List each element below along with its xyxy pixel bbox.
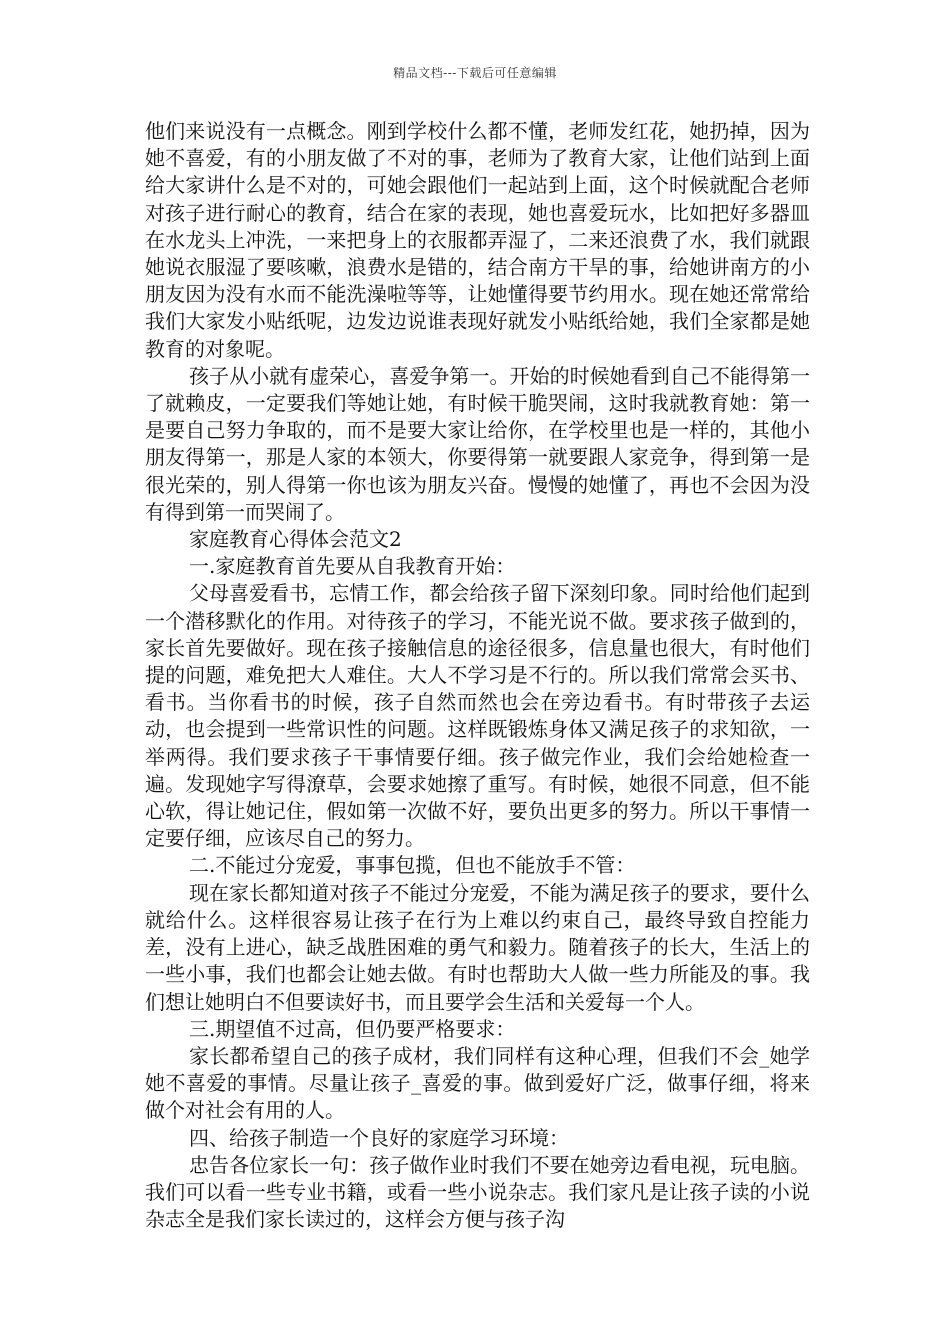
paragraph-3: 家长都希望自己的孩子成材，我们同样有这种心理，但我们不会_她学她不喜爱的事情。尽量让孩子_喜爱的事。做到爱好广泛，做事仔细，将来做个对社会有用的人。	[145, 1043, 810, 1123]
paragraph-vanity: 孩子从小就有虚荣心，喜爱争第一。开始的时候她看到自己不能得第一了就赖皮，一定要我们等她让她，有时候干脆哭闹，这时我就教育她：第一是要自己努力争取的，而不是要大家让给你，在学校里也是一样的，其他小朋友得第一，那是人家的本领大，你要得第一就要跟人家竞争，得到第一是很光荣的，别人得第一你也该为朋友兴奋。慢慢的她懂了，再也不会因为没有得到第一而哭闹了。	[145, 363, 810, 524]
heading-1: 一.家庭教育首先要从自我教育开始：	[189, 554, 516, 579]
document-body	[145, 118, 810, 1233]
paragraph-4: 忠告各位家长一句：孩子做作业时我们不要在她旁边看电视，玩电脑。我们可以看一些专业书籍，或看一些小说杂志。我们家凡是让孩子读的小说杂志全是我们家长读过的，这样会方便与孩子沟	[145, 1152, 810, 1232]
heading-4: 四、给孩子制造一个良好的家庭学习环境：	[189, 1125, 569, 1150]
paragraph-2: 现在家长都知道对孩子不能过分宠爱，不能为满足孩子的要求，要什么就给什么。这样很容易让孩子在行为上难以约束自己，最终导致自控能力差，没有上进心，缺乏战胜困难的勇气和毅力。随着孩子的长大，生活上的一些小事，我们也都会让她去做。有时也帮助大人做一些力所能及的事。我们想让她明白不但要读好书，而且要学会生活和关爱每一个人。	[145, 880, 810, 1014]
heading-2: 二.不能过分宠爱，事事包揽，但也不能放手不管：	[189, 853, 636, 878]
page-header: 精品文档---下载后可任意编辑	[393, 66, 557, 80]
paragraph-1: 父母喜爱看书，忘情工作，都会给孩子留下深刻印象。同时给他们起到一个潜移默化的作用。对待孩子的学习，不能光说不做。要求孩子做到的，家长首先要做好。现在孩子接触信息的途径很多，信息量也很大，有时他们提的问题，难免把大人难住。大人不学习是不行的。所以我们常常会买书、看书。当你看书的时候，孩子自然而然也会在旁边看书。有时带孩子去运动，也会提到一些常识性的问题。这样既锻炼身体又满足孩子的求知欲，一举两得。我们要求孩子干事情要仔细。孩子做完作业，我们会给她检查一遍。发现她字写得潦草，会要求她擦了重写。有时候，她很不同意，但不能心软，得让她记住，假如第一次做不好，要负出更多的努力。所以干事情一定要仔细，应该尽自己的努力。	[145, 581, 810, 851]
section-title: 家庭教育心得体会范文2	[189, 527, 402, 552]
heading-3: 三.期望值不过高，但仍要严格要求：	[189, 1016, 516, 1041]
paragraph-continued: 他们来说没有一点概念。刚到学校什么都不懂，老师发红花，她扔掉，因为她不喜爱，有的小朋友做了不对的事，老师为了教育大家，让他们站到上面给大家讲什么是不对的，可她会跟他们一起站到上面，这个时候就配合老师对孩子进行耐心的教育，结合在家的表现，她也喜爱玩水，比如把好多器皿在水龙头上冲洗，一来把身上的衣服都弄湿了，二来还浪费了水，我们就跟她说衣服湿了要咳嗽，浪费水是错的，结合南方干旱的事，给她讲南方的小朋友因为没有水而不能洗澡啦等等，让她懂得要节约用水。现在她还常常给我们大家发小贴纸呢，边发边说谁表现好就发小贴纸给她，我们全家都是她教育的对象呢。	[145, 119, 810, 361]
